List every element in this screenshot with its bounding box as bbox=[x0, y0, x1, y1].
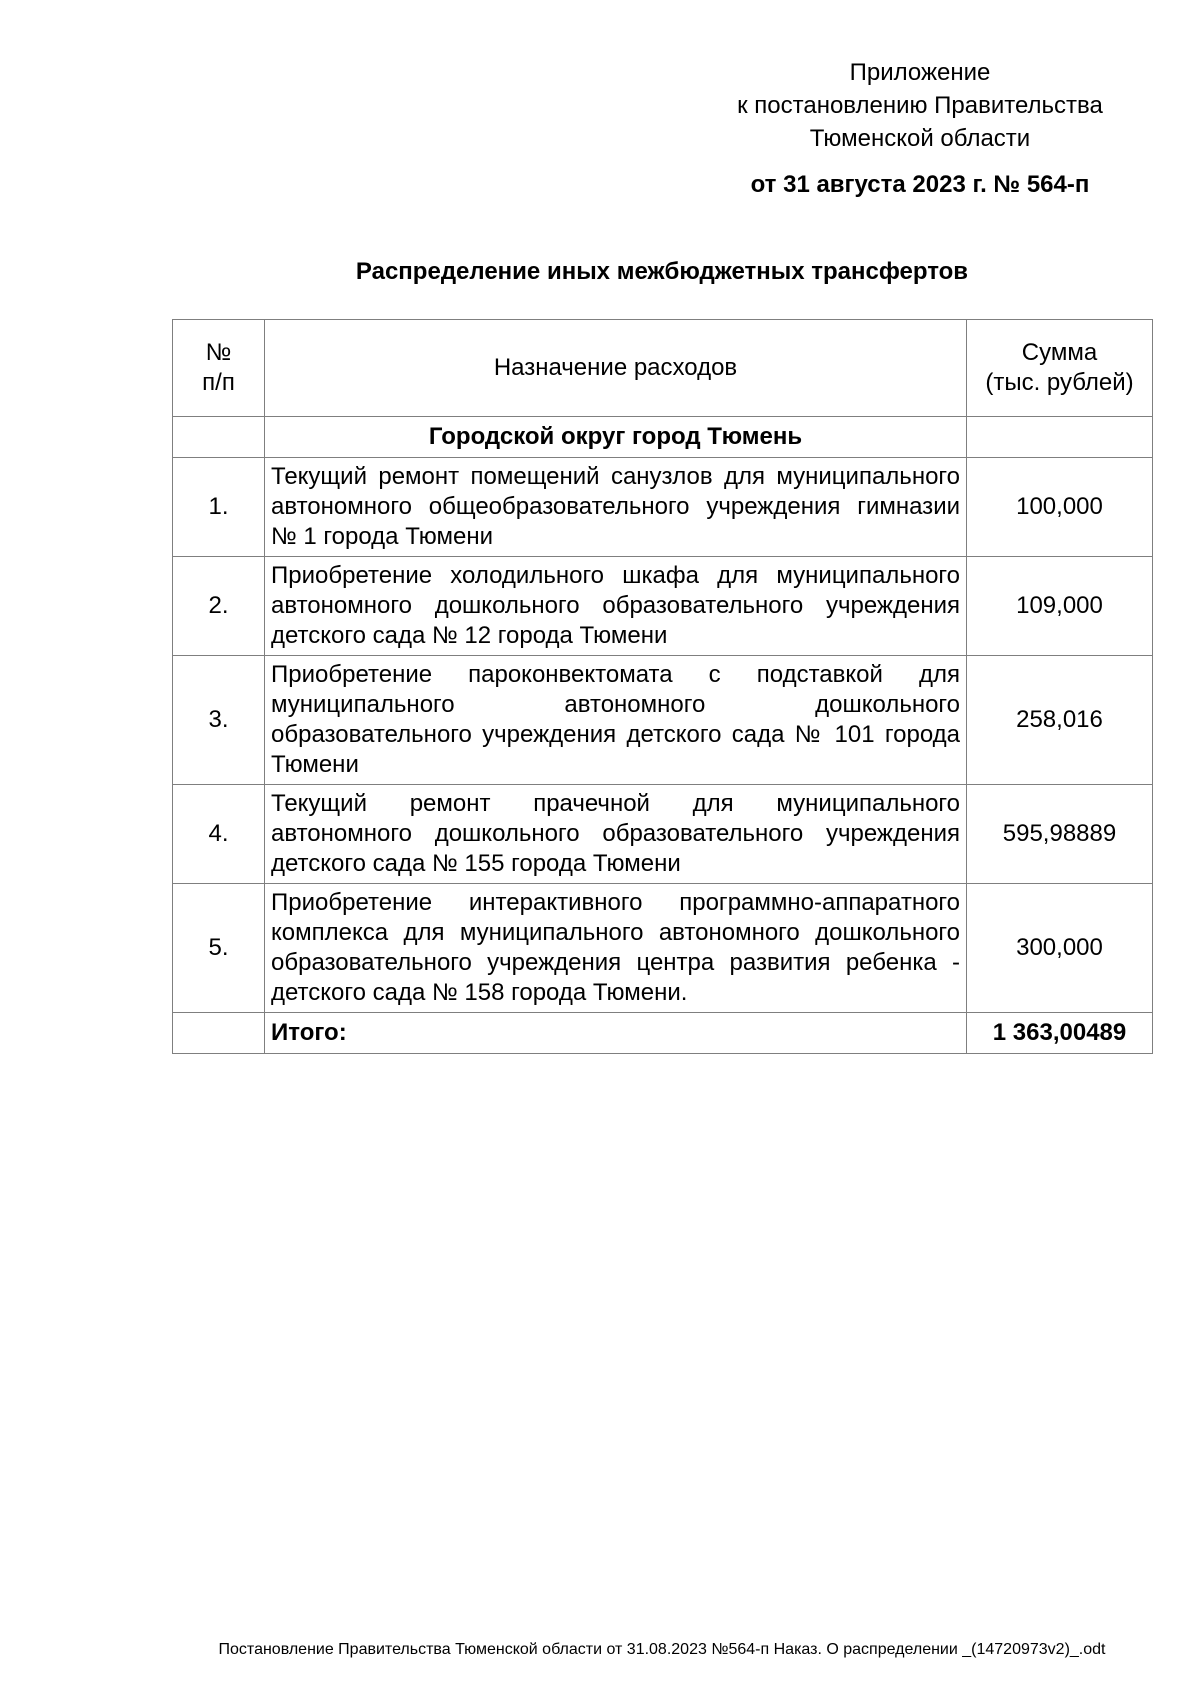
transfers-table bbox=[172, 319, 1153, 1054]
header-number-line2: п/п bbox=[202, 369, 235, 396]
total-sum: 1 363,00489 bbox=[967, 1013, 1153, 1054]
header-sum-cell bbox=[967, 320, 1153, 417]
row-number: 4. bbox=[173, 785, 265, 884]
header-number-cell bbox=[173, 320, 265, 417]
header-sum-line1: Сумма bbox=[1021, 339, 1098, 366]
document-title: Распределение иных межбюджетных трансфертов bbox=[355, 258, 969, 285]
row-purpose: Текущий ремонт помещений санузлов для муниципального автономного общеобразовательного учреждения гимназии № 1 города Тюмени bbox=[265, 458, 967, 557]
header-purpose-cell: Назначение расходов bbox=[265, 320, 967, 417]
group-empty-number bbox=[173, 417, 265, 458]
total-row bbox=[173, 1013, 1153, 1054]
decree-date-number: от 31 августа 2023 г. № 564-п bbox=[750, 171, 1090, 198]
header-sum-line2: (тыс. рублей) bbox=[985, 369, 1134, 396]
row-number: 2. bbox=[173, 557, 265, 656]
table-row bbox=[173, 656, 1153, 785]
row-sum: 258,016 bbox=[967, 656, 1153, 785]
row-number: 5. bbox=[173, 884, 265, 1013]
total-label: Итого: bbox=[265, 1013, 967, 1054]
row-number: 1. bbox=[173, 458, 265, 557]
table-row bbox=[173, 458, 1153, 557]
row-purpose: Текущий ремонт прачечной для муниципального автономного дошкольного образовательного учреждения детского сада № 155 города Тюмени bbox=[265, 785, 967, 884]
appendix-label: Приложение bbox=[849, 59, 991, 86]
header-number-line1: № bbox=[205, 339, 232, 366]
row-sum: 300,000 bbox=[967, 884, 1153, 1013]
table-row bbox=[173, 785, 1153, 884]
appendix-region: Тюменской области bbox=[809, 125, 1031, 152]
row-sum: 595,98889 bbox=[967, 785, 1153, 884]
row-number: 3. bbox=[173, 656, 265, 785]
group-name: Городской округ город Тюмень bbox=[265, 417, 967, 458]
table-row bbox=[173, 557, 1153, 656]
row-purpose: Приобретение холодильного шкафа для муниципального автономного дошкольного образовательного учреждения детского сада № 12 города Тюмени bbox=[265, 557, 967, 656]
appendix-reference: к постановлению Правительства bbox=[737, 92, 1103, 119]
appendix-header bbox=[700, 56, 1140, 201]
row-sum: 109,000 bbox=[967, 557, 1153, 656]
group-empty-sum bbox=[967, 417, 1153, 458]
table-header-row bbox=[173, 320, 1153, 417]
row-sum: 100,000 bbox=[967, 458, 1153, 557]
row-purpose: Приобретение пароконвектомата с подставкой для муниципального автономного дошкольного образовательного учреждения детского сада № 101 города Тюмени bbox=[265, 656, 967, 785]
group-row bbox=[173, 417, 1153, 458]
table-row bbox=[173, 884, 1153, 1013]
document-footer: Постановление Правительства Тюменской области от 31.08.2023 №564-п Наказ. О распределении _(14720973v2)_.odt bbox=[218, 1641, 1106, 1658]
row-purpose: Приобретение интерактивного программно-аппаратного комплекса для муниципального автономного дошкольного образовательного учреждения центра развития ребенка - детского сада № 158 города Тюмени. bbox=[265, 884, 967, 1013]
total-empty-number bbox=[173, 1013, 265, 1054]
